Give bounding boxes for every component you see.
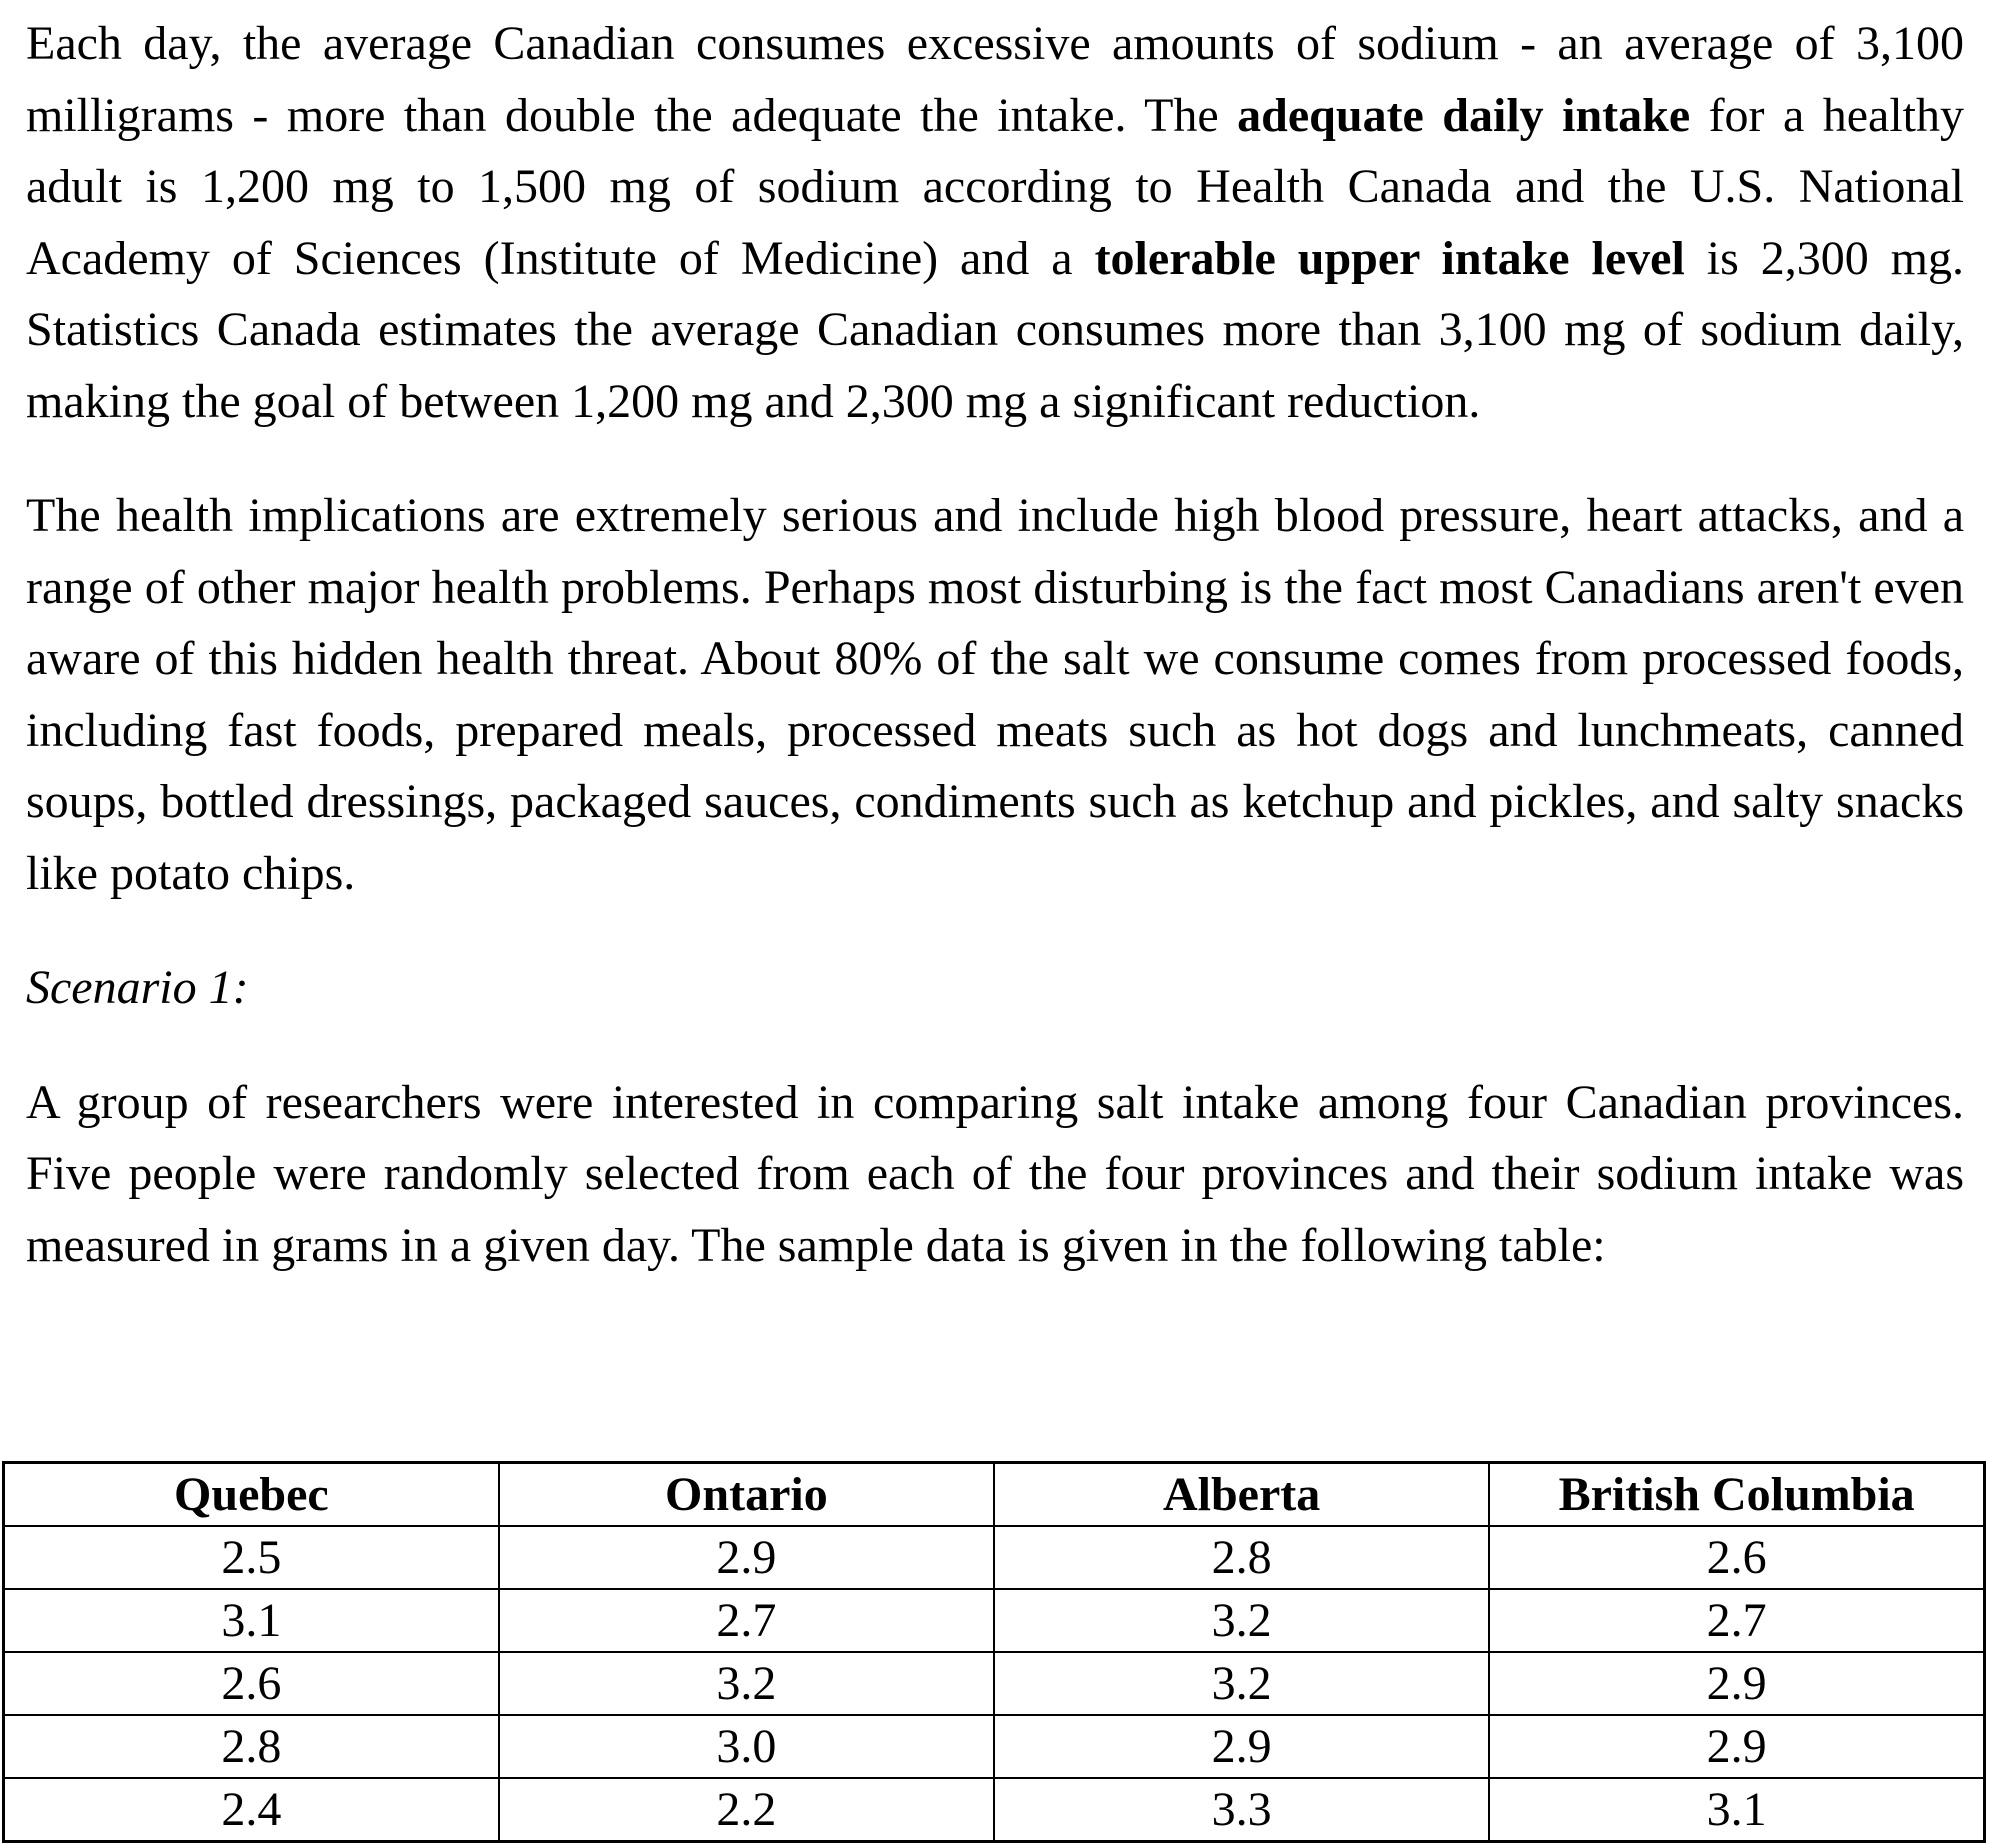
table-cell: 2.4 bbox=[4, 1778, 499, 1842]
column-header-ontario: Ontario bbox=[499, 1463, 994, 1527]
scenario-heading: Scenario 1: bbox=[26, 961, 249, 1014]
table-header-row bbox=[4, 1463, 1985, 1527]
table-cell: 3.1 bbox=[1489, 1778, 1984, 1842]
table-cell: 3.1 bbox=[4, 1589, 499, 1652]
table-row bbox=[4, 1589, 1985, 1652]
table-cell: 2.8 bbox=[994, 1526, 1489, 1589]
intro-text-3: is 2,300 mg. Statistics Canada estimates the average Canadian consumes more than 3,100 mg of sodium daily, making the goal of between 1,200 mg and 2,300 mg a significant reduction. bbox=[26, 231, 1965, 428]
table-cell: 3.3 bbox=[994, 1778, 1489, 1842]
table-cell: 2.9 bbox=[499, 1526, 994, 1589]
tolerable-upper-intake-term: tolerable upper intake level bbox=[1094, 231, 1685, 285]
table-row bbox=[4, 1652, 1985, 1715]
document-body bbox=[26, 8, 1964, 1281]
column-header-british-columbia: British Columbia bbox=[1489, 1463, 1984, 1527]
scenario-description-paragraph: A group of researchers were interested in comparing salt intake among four Canadian provinces. Five people were randomly selected from each of the four provinces and their sodium intake was measured in grams in a given day. The sample data is given in the following table: bbox=[26, 1075, 1964, 1272]
intro-text-2: for a healthy adult is 1,200 mg to 1,500 mg of sodium according to Health Canada and the U.S. National Academy of Sciences (Institute of Medicine) and a bbox=[26, 88, 1965, 285]
intro-paragraph bbox=[26, 8, 1964, 437]
table-cell: 2.5 bbox=[4, 1526, 499, 1589]
table-cell: 3.2 bbox=[499, 1652, 994, 1715]
column-header-alberta: Alberta bbox=[994, 1463, 1489, 1527]
table-row bbox=[4, 1778, 1985, 1842]
table-cell: 3.2 bbox=[994, 1652, 1489, 1715]
table-cell: 2.6 bbox=[1489, 1526, 1984, 1589]
table-cell: 2.7 bbox=[499, 1589, 994, 1652]
table-cell: 2.9 bbox=[994, 1715, 1489, 1778]
table-cell: 2.2 bbox=[499, 1778, 994, 1842]
adequate-daily-intake-term: adequate daily intake bbox=[1237, 88, 1691, 142]
table-row bbox=[4, 1715, 1985, 1778]
table-cell: 2.6 bbox=[4, 1652, 499, 1715]
table-cell: 2.7 bbox=[1489, 1589, 1984, 1652]
table-cell: 2.9 bbox=[1489, 1715, 1984, 1778]
table-cell: 2.8 bbox=[4, 1715, 499, 1778]
table-cell: 2.9 bbox=[1489, 1652, 1984, 1715]
column-header-quebec: Quebec bbox=[4, 1463, 499, 1527]
table-cell: 3.2 bbox=[994, 1589, 1489, 1652]
table-row bbox=[4, 1526, 1985, 1589]
table-cell: 3.0 bbox=[499, 1715, 994, 1778]
intro-text-1: Each day, the average Canadian consumes excessive amounts of sodium - an average of 3,100 milligrams - more than double the adequate the intake. The bbox=[26, 17, 1964, 142]
health-implications-paragraph: The health implications are extremely serious and include high blood pressure, heart attacks, and a range of other major health problems. Perhaps most disturbing is the fact most Canadians aren't even aware of this hidden health threat. About 80% of the salt we consume comes from processed foods, including fast foods, prepared meals, processed meats such as hot dogs and lunchmeats, canned soups, bottled dressings, packaged sauces, condiments such as ketchup and pickles, and salty snacks like potato chips. bbox=[26, 489, 1964, 900]
sodium-intake-table bbox=[2, 1461, 1986, 1843]
